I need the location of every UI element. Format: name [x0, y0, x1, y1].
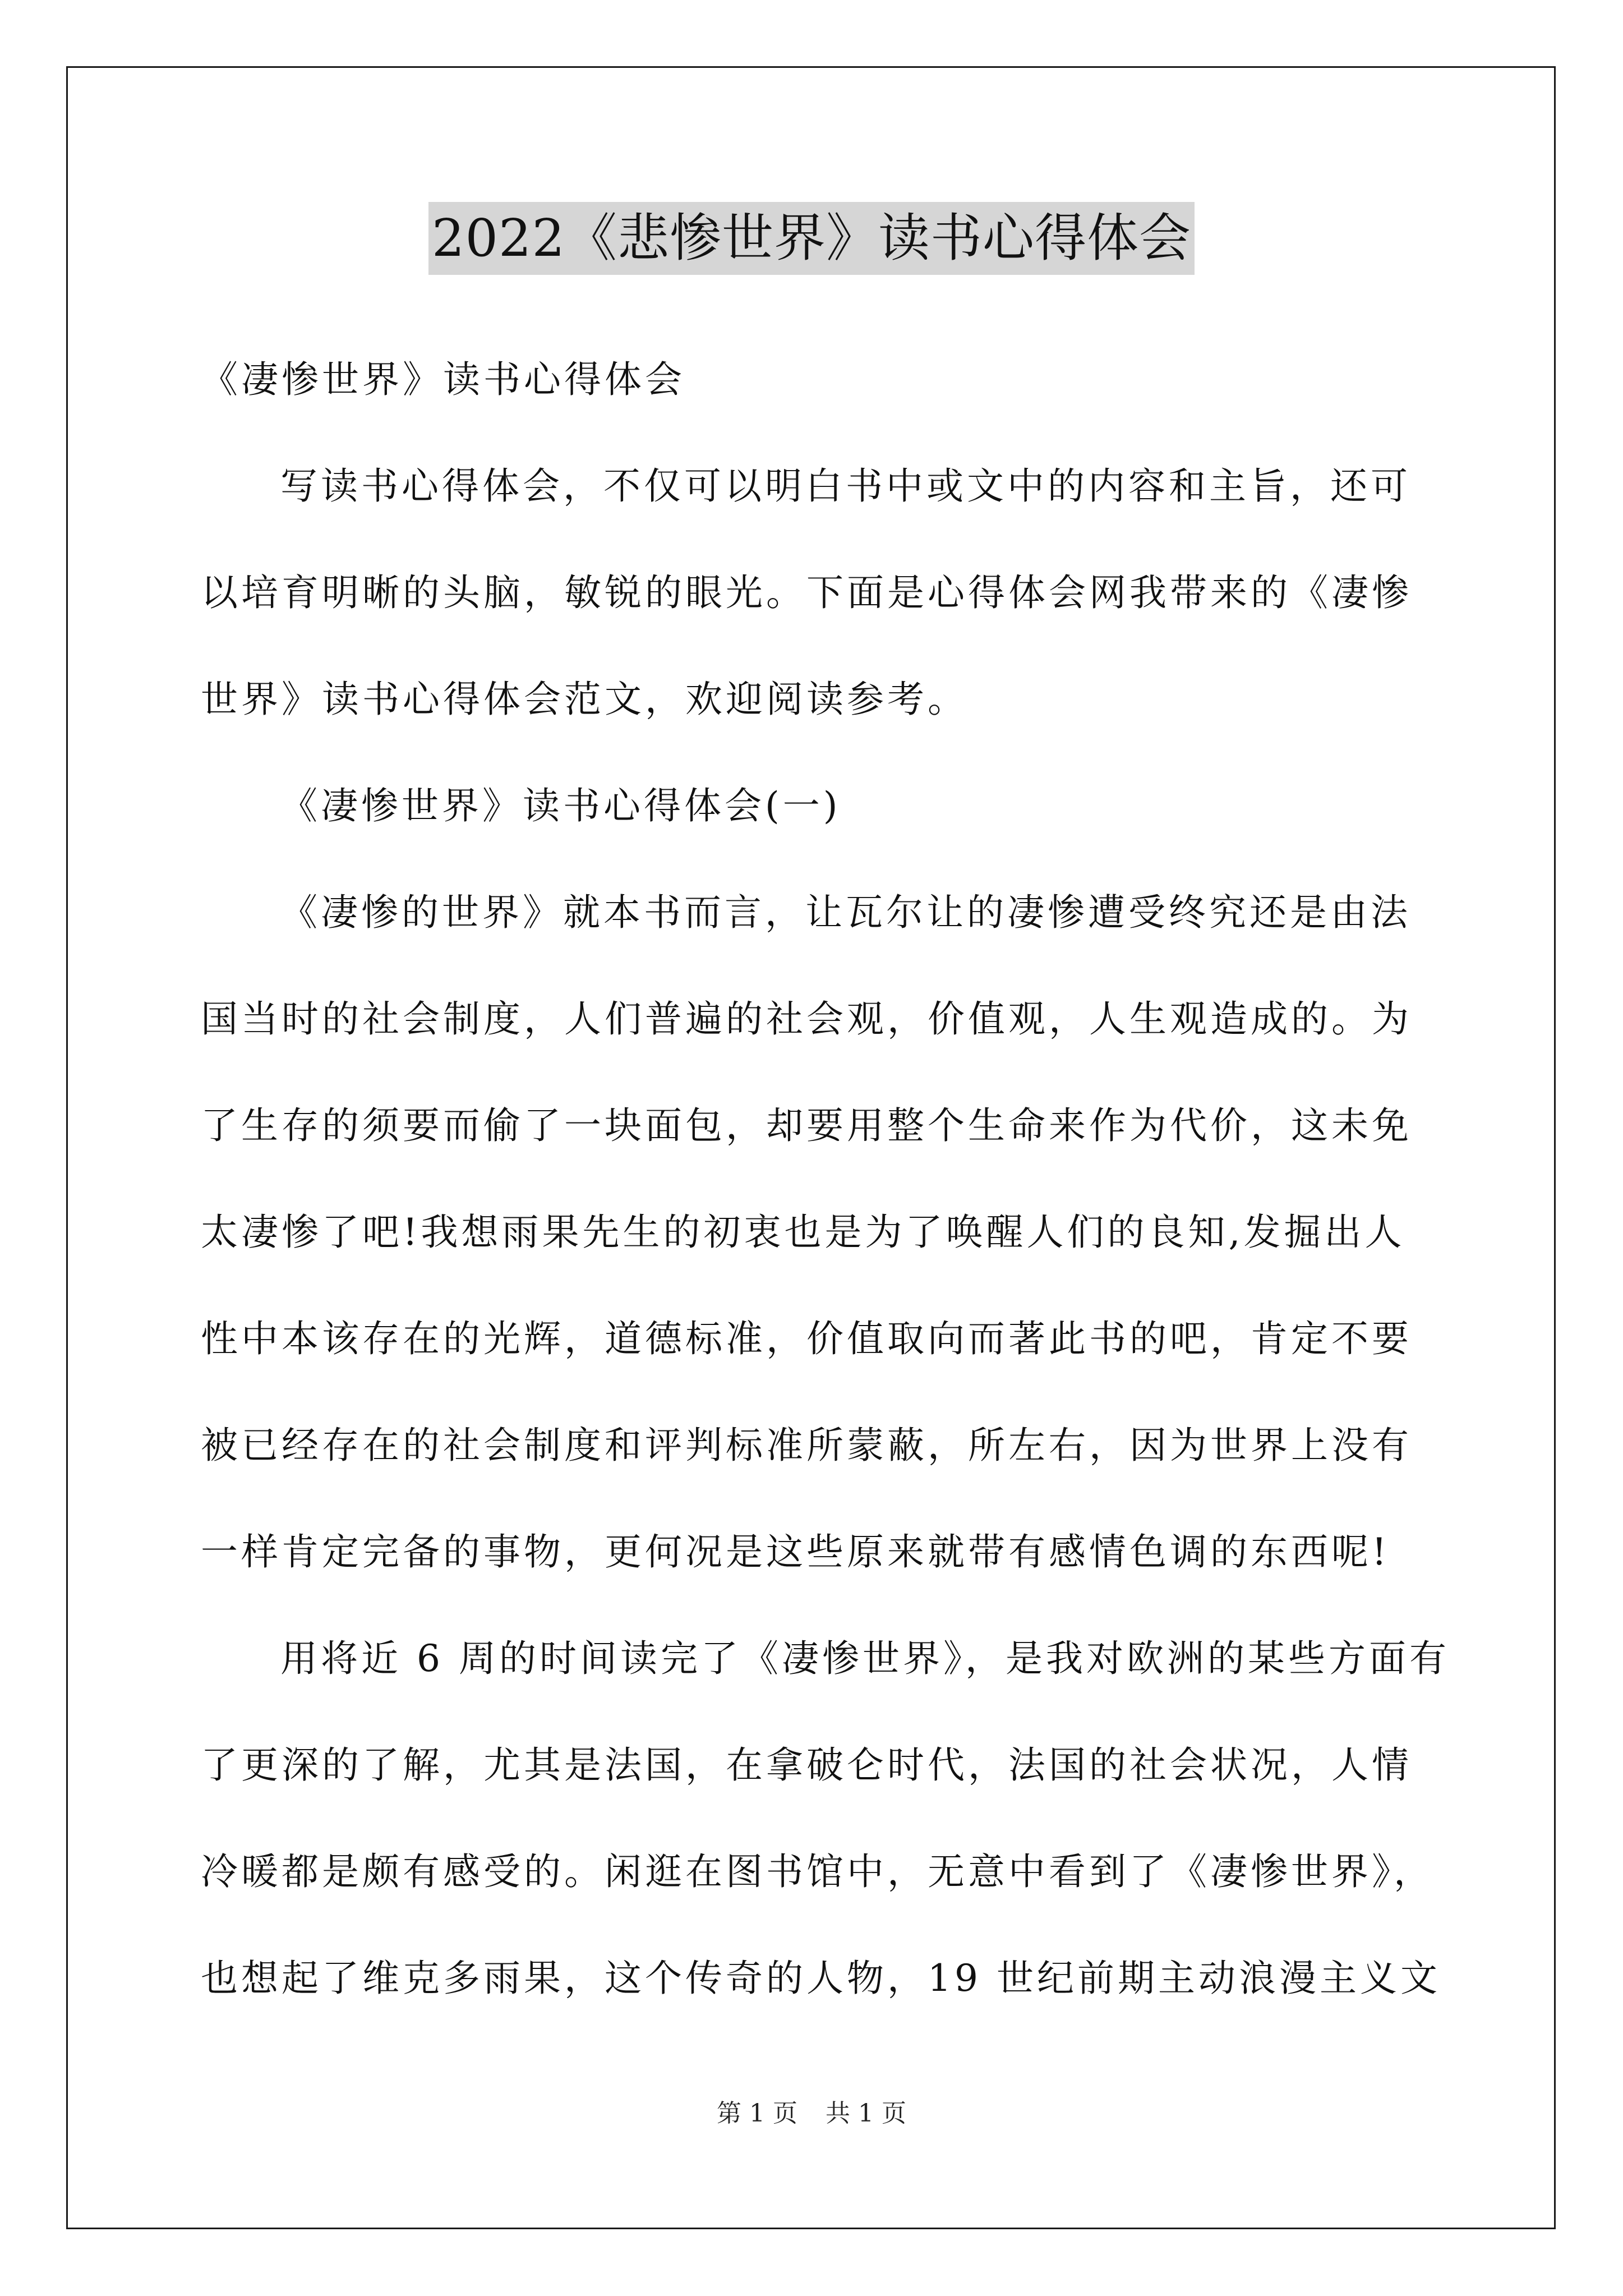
intro-line-1: 写读书心得体会，不仅可以明白书中或文中的内容和主旨，还可 — [280, 464, 1411, 508]
title-wrapper — [0, 202, 1623, 275]
para1-line-6: 被已经存在的社会制度和评判标准所蒙蔽，所左右，因为世界上没有 — [201, 1424, 1412, 1467]
intro-line-2: 以培育明晰的头脑，敏锐的眼光。下面是心得体会网我带来的《凄惨 — [201, 571, 1412, 614]
para2-line-4: 也想起了维克多雨果，这个传奇的人物，19 世纪前期主动浪漫主义文 — [201, 1957, 1441, 2000]
document-title: 2022《悲惨世界》读书心得体会 — [428, 202, 1195, 275]
page-number: 第 1 页 — [717, 2099, 797, 2128]
para1-line-2: 国当时的社会制度，人们普遍的社会观，价值观，人生观造成的。为 — [201, 997, 1412, 1041]
para1-line-3: 了生存的须要而偷了一块面包，却要用整个生命来作为代价，这未免 — [201, 1104, 1412, 1147]
intro-line-3: 世界》读书心得体会范文，欢迎阅读参考。 — [201, 678, 968, 721]
para1-line-1: 《凄惨的世界》就本书而言，让瓦尔让的凄惨遭受终究还是由法 — [280, 891, 1411, 934]
para2-line-3: 冷暖都是颇有感受的。闲逛在图书馆中，无意中看到了《凄惨世界》， — [201, 1850, 1434, 1893]
section-heading: 《凄惨世界》读书心得体会(一) — [280, 784, 841, 827]
para1-line-4: 太凄惨了吧!我想雨果先生的初衷也是为了唤醒人们的良知,发掘出人 — [201, 1211, 1405, 1254]
document-subtitle: 《凄惨世界》读书心得体会 — [201, 358, 685, 401]
para2-line-1: 用将近 6 周的时间读完了《凄惨世界》，是我对欧洲的某些方面有 — [280, 1637, 1450, 1680]
para1-line-7: 一样肯定完备的事物，更何况是这些原来就带有感情色调的东西呢! — [201, 1530, 1390, 1573]
para1-line-5: 性中本该存在的光辉，道德标准，价值取向而著此书的吧，肯定不要 — [201, 1317, 1412, 1360]
page-footer — [0, 2097, 1623, 2131]
para2-line-2: 了更深的了解，尤其是法国，在拿破仑时代，法国的社会状况，人情 — [201, 1743, 1412, 1787]
page-total: 共 1 页 — [826, 2099, 906, 2128]
